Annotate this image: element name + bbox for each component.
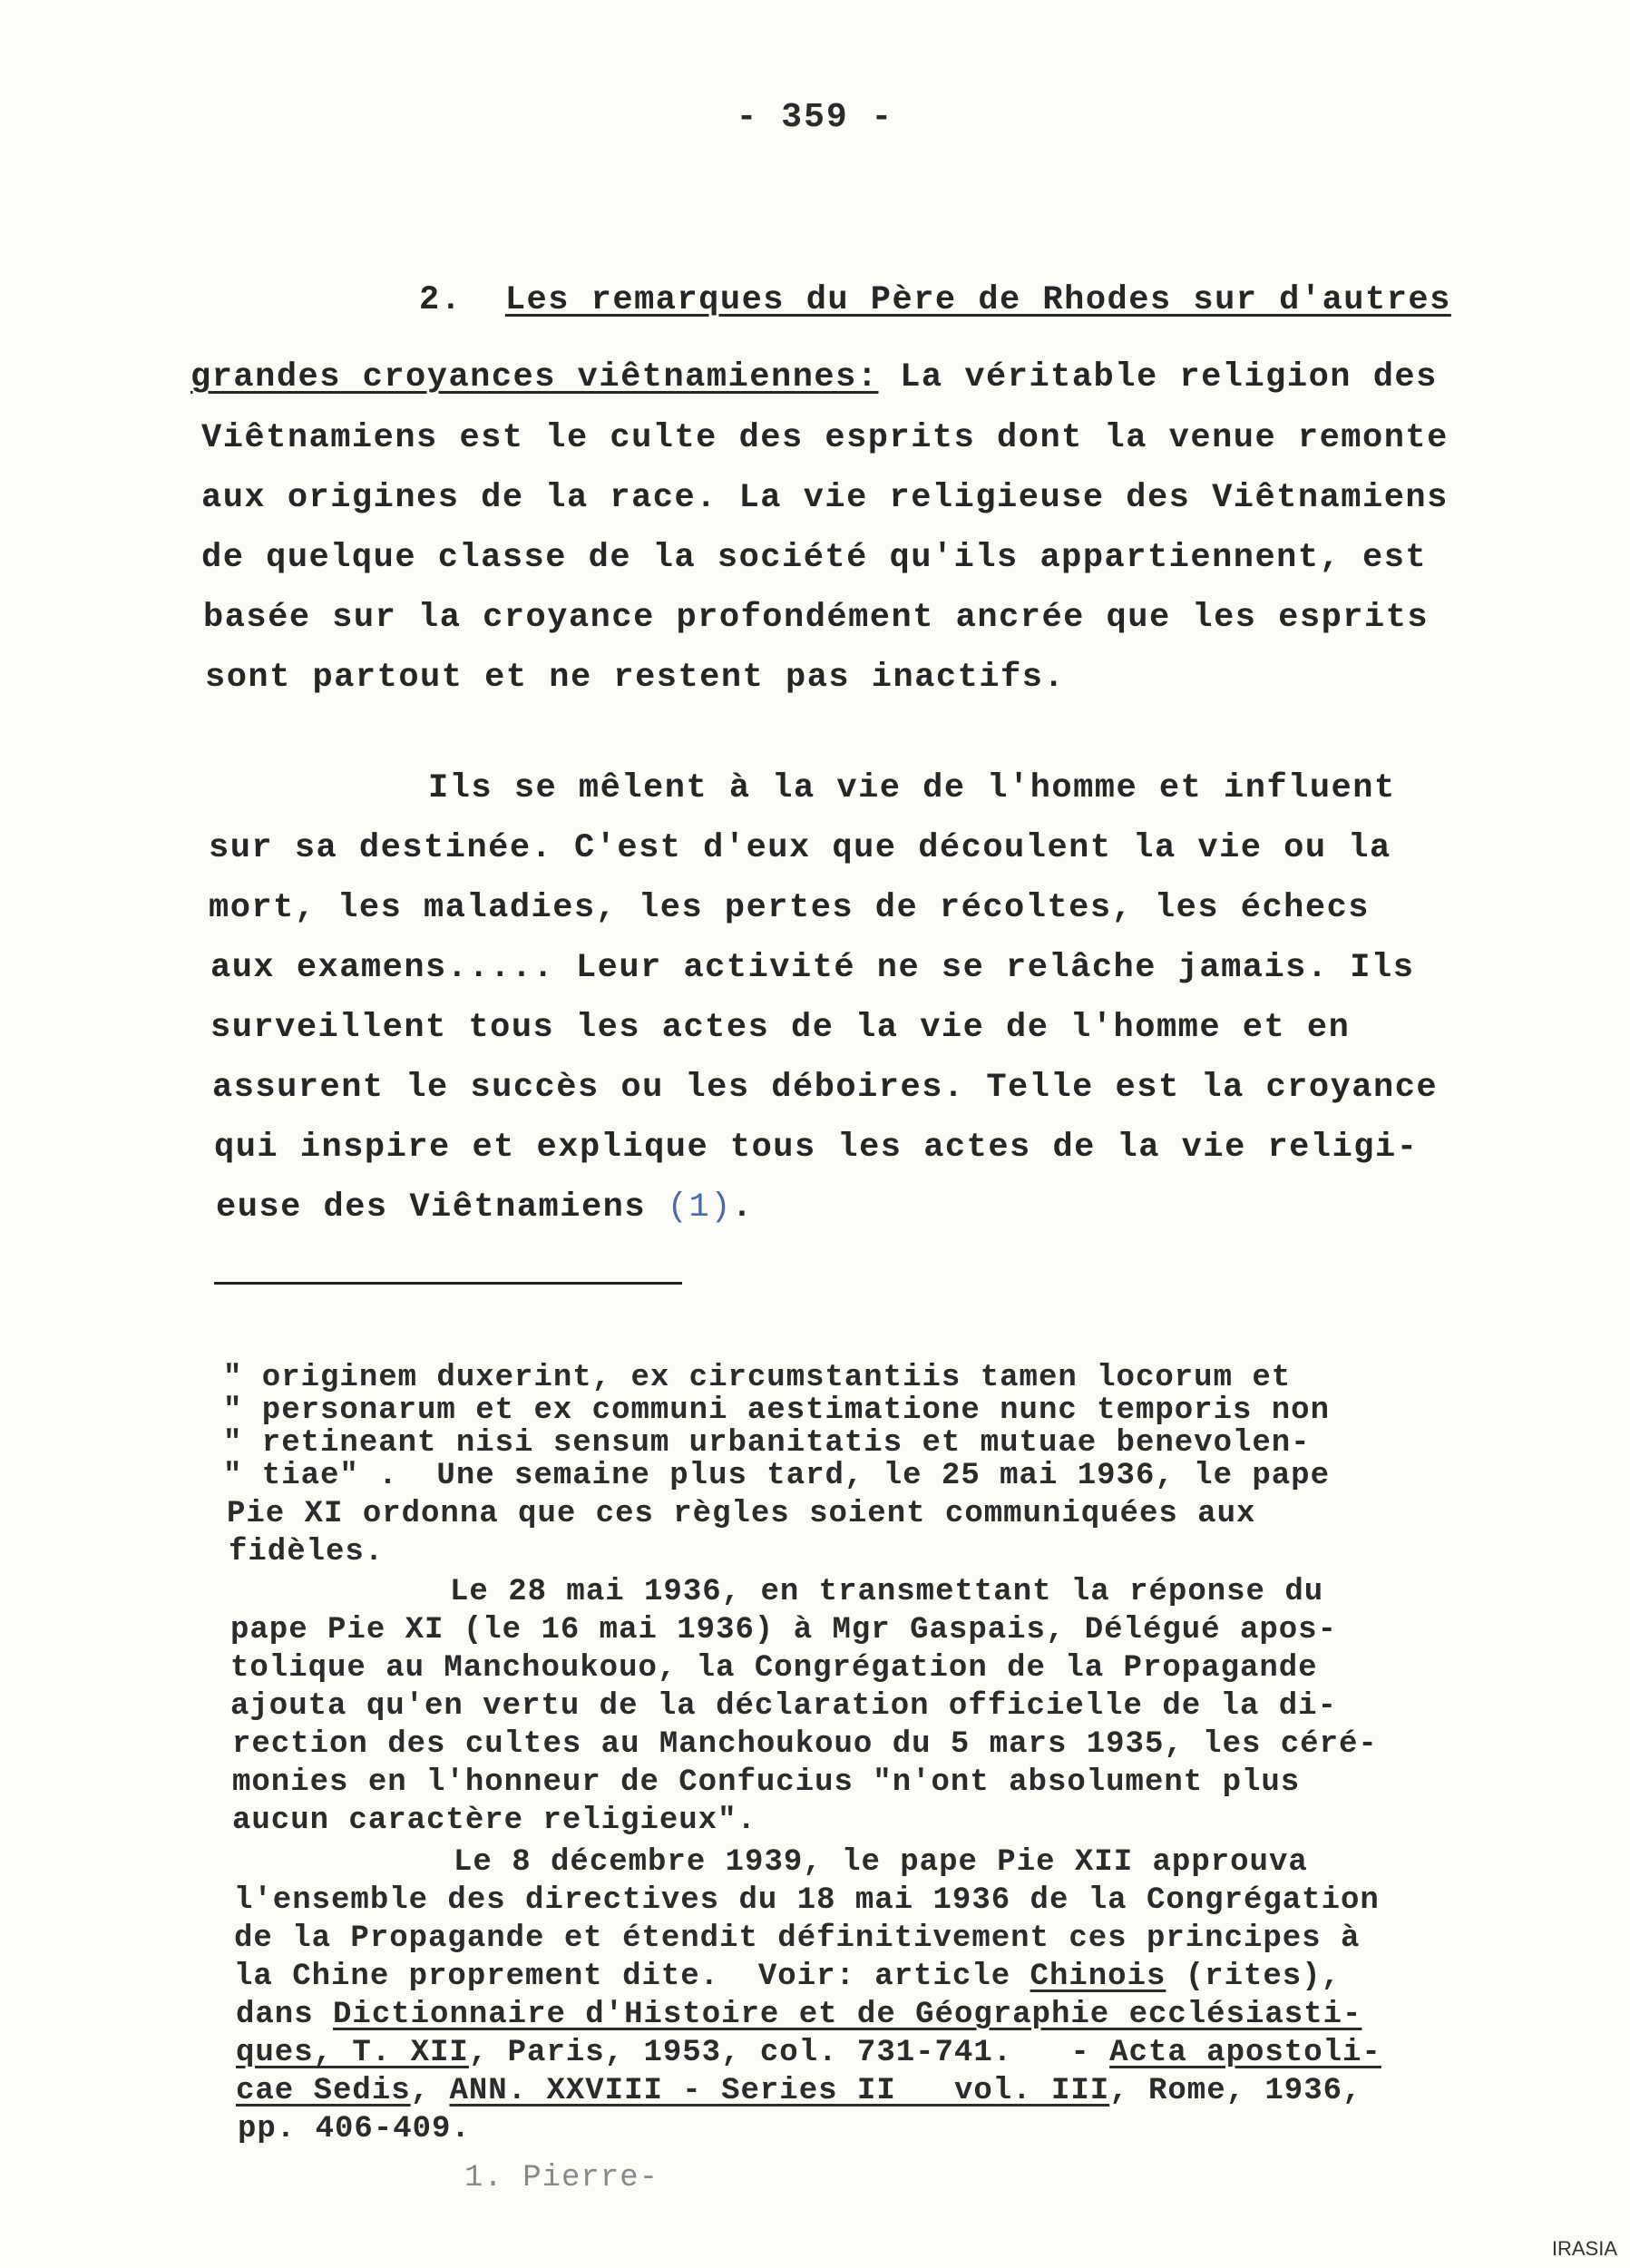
body-line: aux examens..... Leur activité ne se relâche jamais. Ils [210, 949, 1415, 987]
body-line: sont partout et ne restent pas inactifs. [205, 659, 1066, 697]
citation-title: ANN. XXVIII - Series II vol. III [449, 2074, 1110, 2108]
footnote-line [236, 1998, 1362, 2032]
body-text: . [731, 1188, 754, 1227]
footnote-line [234, 1960, 1341, 1994]
footnote-line: " retineant nisi sensum urbanitatis et mutuae benevolen- [223, 1426, 1311, 1461]
body-line: surveillent tous les actes de la vie de l'homme et en [210, 1009, 1351, 1047]
footnote-line: pape Pie XI (le 16 mai 1936) à Mgr Gaspais, Délégué apos- [230, 1613, 1337, 1647]
body-line [190, 358, 1438, 396]
body-line: Ils se mêlent à la vie de l'homme et influent [428, 769, 1396, 807]
footnote-line: rection des cultes au Manchoukouo du 5 mars 1935, les céré- [232, 1727, 1378, 1762]
body-line: qui inspire et explique tous les actes de la vie religi- [214, 1129, 1419, 1167]
body-text: euse des Viêtnamiens [216, 1188, 647, 1227]
archive-watermark: IRASIA [1551, 2237, 1617, 2260]
footnote-line: " tiae" . Une semaine plus tard, le 25 mai 1936, le pape [223, 1459, 1330, 1493]
citation-title: Chinois [1030, 1960, 1166, 1994]
footnote-line: ajouta qu'en vertu de la déclaration officielle de la di- [230, 1689, 1337, 1724]
footnote-line: Pie XI ordonna que ces règles soient communiquées aux [227, 1497, 1256, 1531]
footnote-text: , [410, 2074, 450, 2108]
body-text: La véritable religion des [878, 358, 1438, 396]
footnote-line: monies en l'honneur de Confucius "n'ont absolument plus [232, 1765, 1301, 1800]
footnote-line: aucun caractère religieux". [232, 1804, 756, 1838]
footnote-line [236, 2074, 1362, 2108]
body-line [216, 1188, 754, 1227]
footnote-line: de la Propagande et étendit définitivement ces principes à [234, 1921, 1361, 1956]
footnote-text: , Paris, 1953, col. 731-741. - [468, 2036, 1110, 2070]
body-line: aux origines de la race. La vie religieuse des Viêtnamiens [201, 479, 1449, 517]
body-line: Viêtnamiens est le culte des esprits dont la venue remonte [201, 419, 1449, 457]
citation-title: Dictionnaire d'Histoire et de Géographie ecclésiasti- [333, 1998, 1362, 2032]
footnote-line: Le 8 décembre 1939, le pape Pie XII approuva [454, 1845, 1308, 1880]
citation-title: cae Sedis [236, 2074, 411, 2108]
section-heading-line [419, 281, 1451, 319]
footnote-reference: (1) [667, 1188, 732, 1227]
footnote-line: l'ensemble des directives du 18 mai 1936 de la Congrégation [234, 1883, 1380, 1918]
body-line: sur sa destinée. C'est d'eux que découlent la vie ou la [209, 829, 1391, 867]
footnote-text: la Chine proprement dite. Voir: article [234, 1960, 1030, 1994]
citation-title: ques, T. XII [236, 2036, 469, 2070]
footnote-line: " originem duxerint, ex circumstantiis tamen locorum et [223, 1361, 1292, 1395]
footnote-line: pp. 406-409. [238, 2112, 471, 2146]
footnote-line: " personarum et ex communi aestimatione nunc temporis non [223, 1393, 1330, 1428]
citation-title: Acta apostoli- [1109, 2036, 1381, 2070]
footnote-text: dans [236, 1998, 334, 2032]
footnote-line: fidèles. [229, 1535, 385, 1569]
body-line: basée sur la croyance profondément ancrée que les esprits [203, 599, 1430, 637]
footnote-text: , Rome, 1936, [1109, 2074, 1362, 2108]
section-heading-part1: Les remarques du Père de Rhodes sur d'autres [504, 281, 1451, 319]
footnote-text: (rites), [1166, 1960, 1342, 1994]
footnote-line: tolique au Manchoukouo, la Congrégation de la Propagande [230, 1651, 1318, 1686]
section-number: 2. [419, 281, 463, 319]
footnote-line: Le 28 mai 1936, en transmettant la réponse du [450, 1575, 1324, 1609]
body-line: assurent le succès ou les déboires. Telle est la croyance [212, 1069, 1439, 1107]
body-line: mort, les maladies, les pertes de récoltes, les échecs [209, 889, 1370, 927]
continuation-text: 1. Pierre- [464, 2161, 659, 2195]
page-number: - 359 - [736, 98, 894, 137]
section-heading-part2: grandes croyances viêtnamiennes: [190, 358, 879, 396]
footnote-separator [214, 1282, 682, 1285]
body-line: de quelque classe de la société qu'ils appartiennent, est [201, 539, 1428, 577]
footnote-line [236, 2036, 1381, 2070]
